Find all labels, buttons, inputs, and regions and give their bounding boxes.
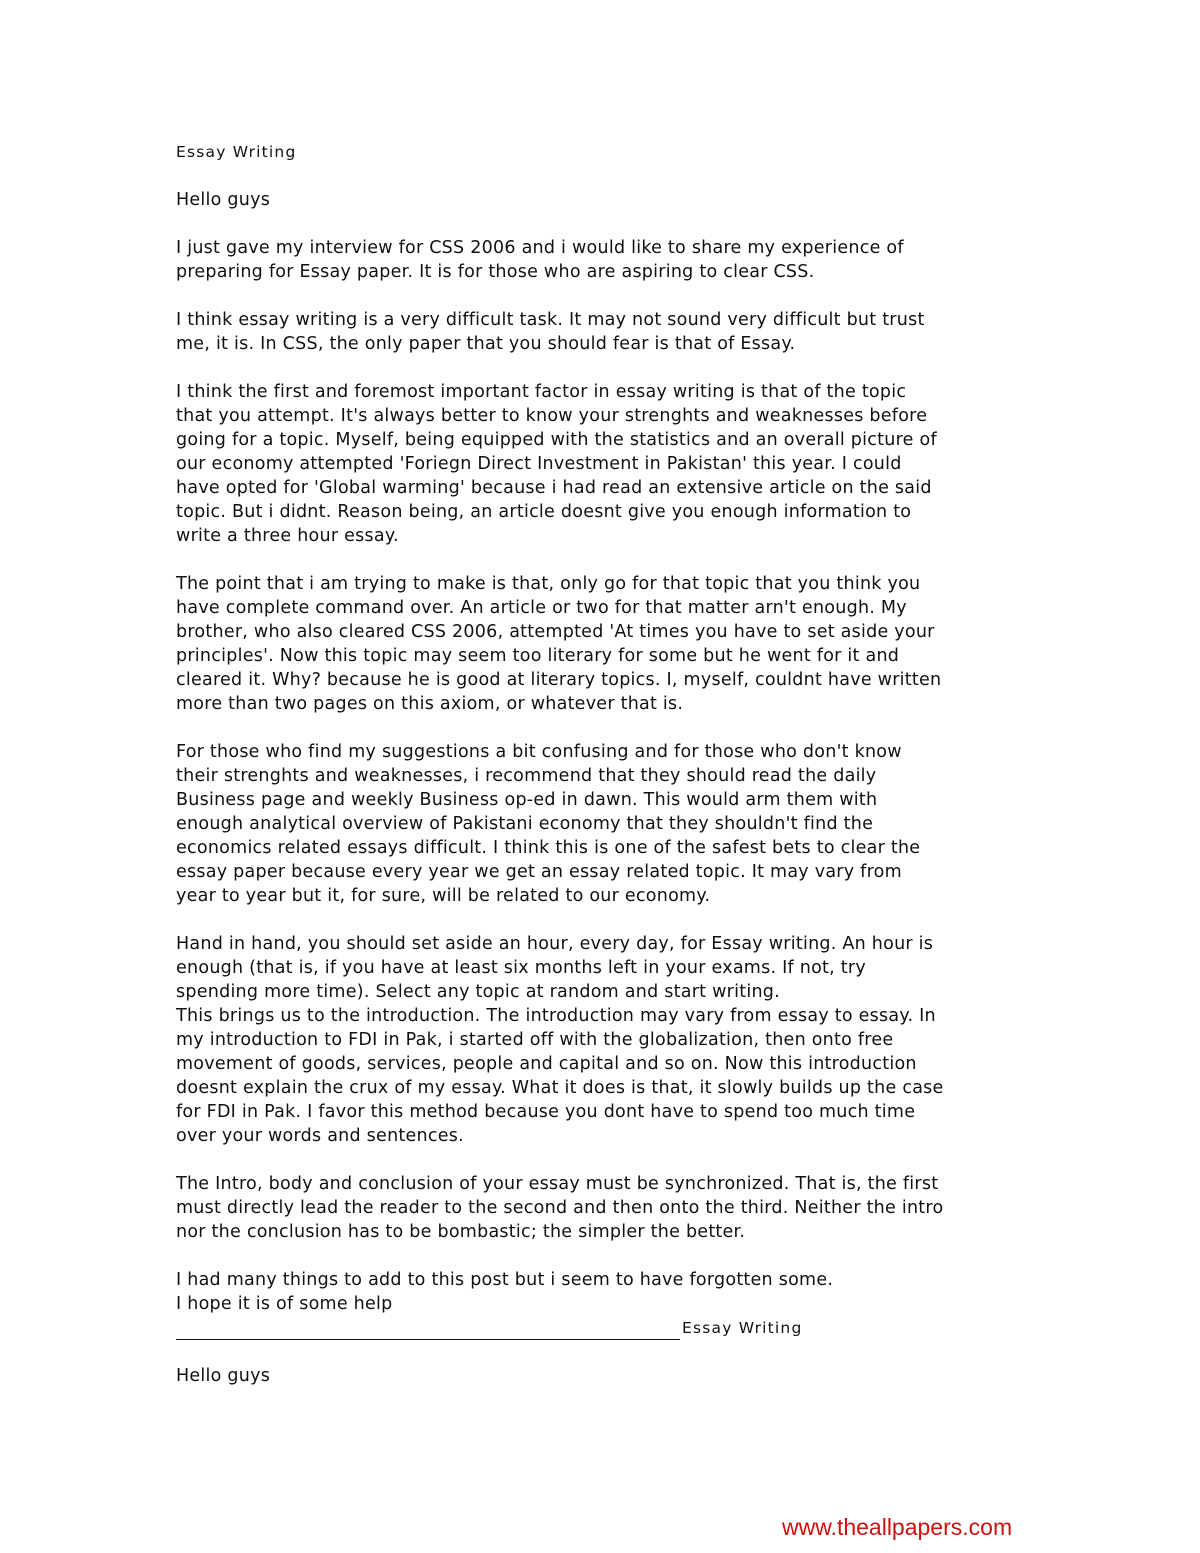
text-line: brother, who also cleared CSS 2006, attempted 'At times you have to set aside your: [176, 622, 935, 642]
text-line: spending more time). Select any topic at random and start writing.: [176, 982, 780, 1002]
text-line: over your words and sentences.: [176, 1126, 464, 1146]
text-line: For those who find my suggestions a bit confusing and for those who don't know: [176, 742, 902, 762]
text-line: economics related essays difficult. I think this is one of the safest bets to clear the: [176, 838, 921, 858]
website-watermark: www.theallpapers.com: [782, 1514, 1013, 1540]
paragraph-repeat-greeting: [176, 1364, 1056, 1388]
text-line: my introduction to FDI in Pak, i started off with the globalization, then onto free: [176, 1030, 894, 1050]
paragraph-topic-choice: [176, 380, 1056, 548]
text-line: The Intro, body and conclusion of your essay must be synchronized. That is, the first: [176, 1174, 939, 1194]
text-line: enough (that is, if you have at least six months left in your exams. If not, try: [176, 958, 866, 978]
text-line: movement of goods, services, people and capital and so on. Now this introduction: [176, 1054, 917, 1074]
paragraph-practice: [176, 932, 1056, 1148]
text-line: our economy attempted 'Foriegn Direct Investment in Pakistan' this year. I could: [176, 454, 902, 474]
text-line: nor the conclusion has to be bombastic; the simpler the better.: [176, 1222, 746, 1242]
paragraph-difficulty: [176, 308, 1056, 356]
text-line: cleared it. Why? because he is good at literary topics. I, myself, couldnt have written: [176, 670, 942, 690]
text-line: have opted for 'Global warming' because i had read an extensive article on the said: [176, 478, 932, 498]
text-line: year to year but it, for sure, will be related to our economy.: [176, 886, 711, 906]
text-line: going for a topic. Myself, being equipped with the statistics and an overall picture of: [176, 430, 937, 450]
text-line: their strenghts and weaknesses, i recommend that they should read the daily: [176, 766, 877, 786]
text-line: I hope it is of some help: [176, 1294, 393, 1314]
text-line: This brings us to the introduction. The introduction may vary from essay to essay. In: [176, 1006, 936, 1026]
text-line: more than two pages on this axiom, or whatever that is.: [176, 694, 684, 714]
paragraph-command: [176, 572, 1056, 716]
text-line: preparing for Essay paper. It is for those who are aspiring to clear CSS.: [176, 262, 815, 282]
text-line: for FDI in Pak. I favor this method because you dont have to spend too much time: [176, 1102, 916, 1122]
text-line: that you attempt. It's always better to know your strenghts and weaknesses before: [176, 406, 928, 426]
text-line: essay paper because every year we get an essay related topic. It may vary from: [176, 862, 902, 882]
text-line: doesnt explain the crux of my essay. What it does is that, it slowly builds up the case: [176, 1078, 944, 1098]
text-line: I had many things to add to this post but i seem to have forgotten some.: [176, 1270, 834, 1290]
divider-title: Essay Writing: [682, 1319, 803, 1337]
text-line: enough analytical overview of Pakistani economy that they shouldn't find the: [176, 814, 874, 834]
document-page: [176, 140, 1056, 1412]
text-line: me, it is. In CSS, the only paper that you should fear is that of Essay.: [176, 334, 796, 354]
paragraph-suggestions: [176, 740, 1056, 908]
text-line: Hand in hand, you should set aside an hour, every day, for Essay writing. An hour is: [176, 934, 934, 954]
text-line: Hello guys: [176, 1366, 271, 1386]
text-line: principles'. Now this topic may seem too literary for some but he went for it and: [176, 646, 900, 666]
paragraph-greeting: [176, 188, 1056, 212]
text-line: write a three hour essay.: [176, 526, 399, 546]
text-line: I think essay writing is a very difficult task. It may not sound very difficult but trust: [176, 310, 925, 330]
paragraph-structure: [176, 1172, 1056, 1244]
paragraph-intro: [176, 236, 1056, 284]
text-line: I think the first and foremost important factor in essay writing is that of the topic: [176, 382, 907, 402]
text-line: Hello guys: [176, 190, 271, 210]
text-line: must directly lead the reader to the second and then onto the third. Neither the intro: [176, 1198, 944, 1218]
text-line: The point that i am trying to make is that, only go for that topic that you think you: [176, 574, 921, 594]
text-line: I just gave my interview for CSS 2006 and i would like to share my experience of: [176, 238, 904, 258]
section-divider: [176, 1316, 1056, 1340]
divider-rule: [176, 1333, 680, 1340]
text-line: have complete command over. An article or two for that matter arn't enough. My: [176, 598, 907, 618]
text-line: topic. But i didnt. Reason being, an article doesnt give you enough information to: [176, 502, 912, 522]
paragraph-closing: [176, 1268, 1056, 1316]
document-title: Essay Writing: [176, 143, 297, 161]
text-line: Business page and weekly Business op-ed in dawn. This would arm them with: [176, 790, 878, 810]
